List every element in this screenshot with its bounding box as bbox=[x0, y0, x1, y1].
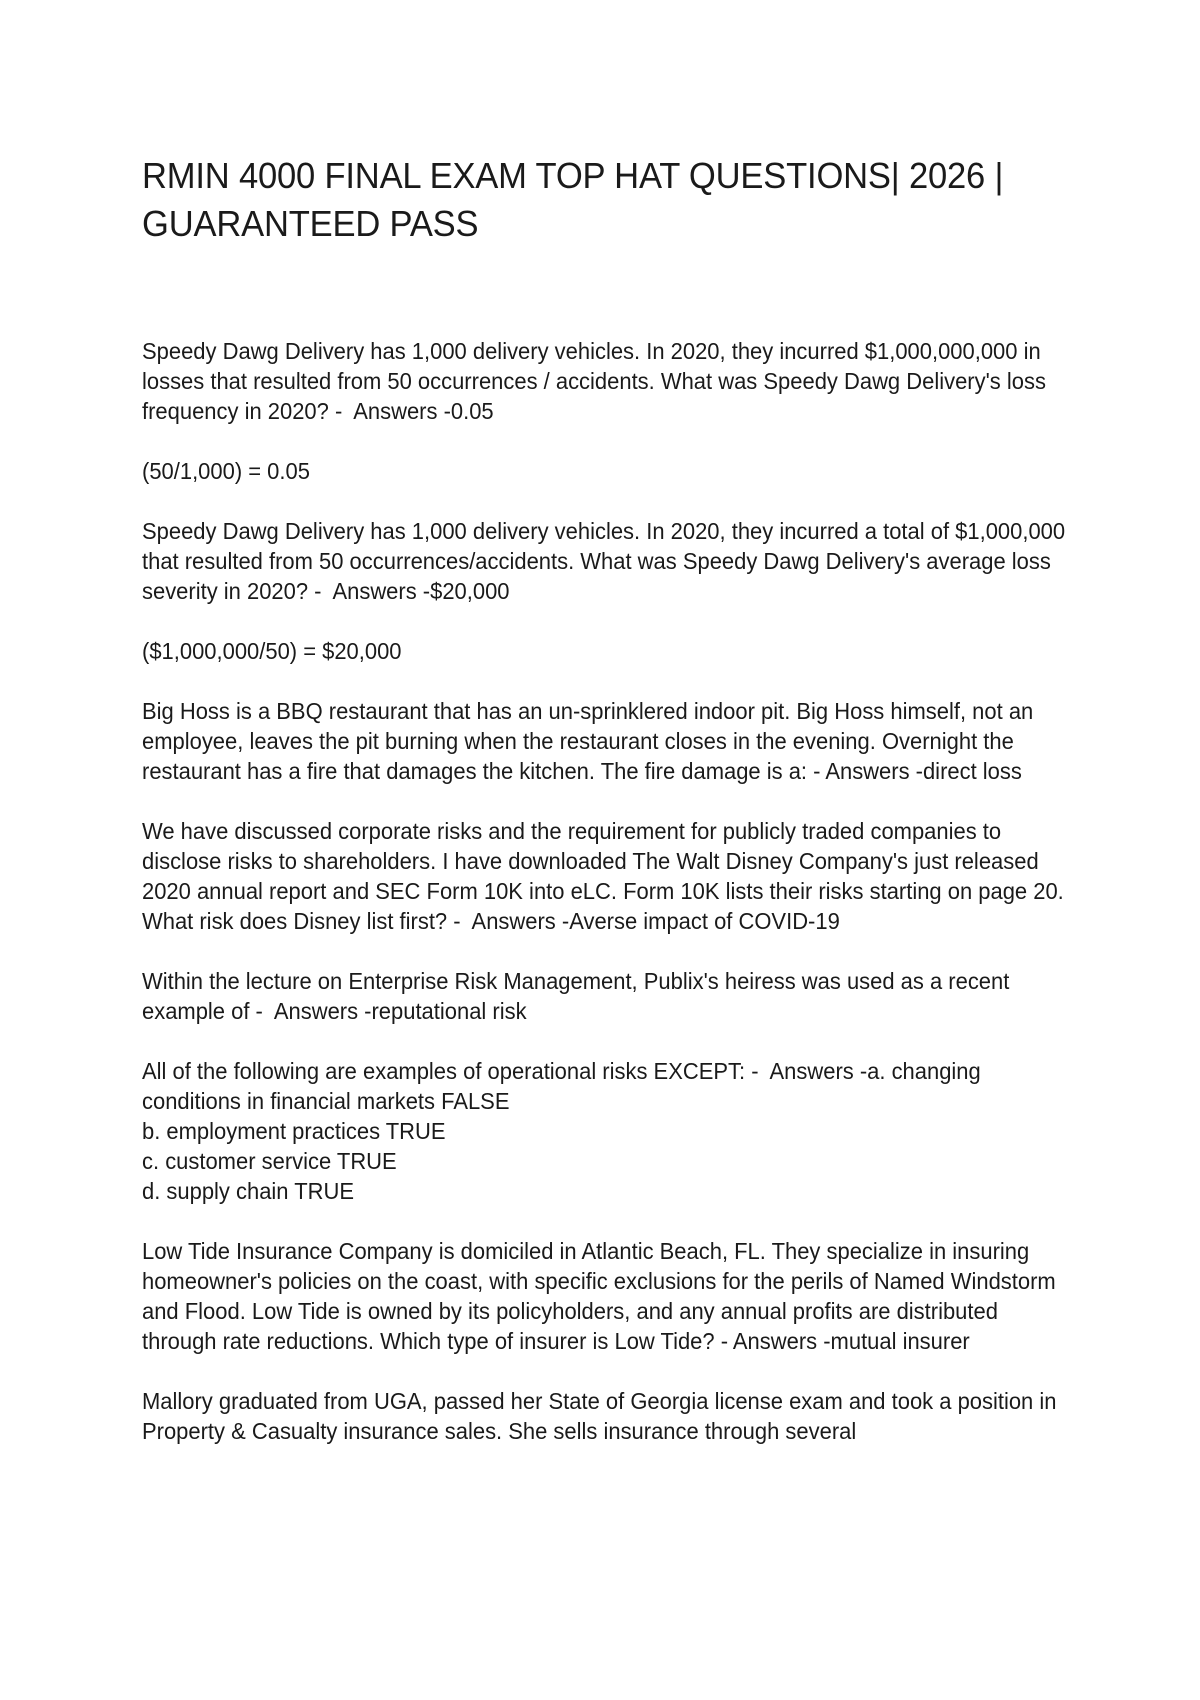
question-list bbox=[142, 336, 1072, 1446]
question-paragraph: We have discussed corporate risks and the requirement for publicly traded companies to disclose risks to shareholders. I have downloaded The Walt Disney Company's just released 2020 annual report and SEC Form 10K into eLC. Form 10K lists their risks starting on page 20. What risk does Disney list first? - Answers -Averse impact of COVID-19 bbox=[142, 818, 1070, 934]
question-paragraph: Big Hoss is a BBQ restaurant that has an un-sprinklered indoor pit. Big Hoss himself, not an employee, leaves the pit burning when the restaurant closes in the evening. Overnight the restaurant has a fire that damages the kitchen. The fire damage is a: - Answers -direct loss bbox=[142, 698, 1040, 784]
answer-calculation: (50/1,000) = 0.05 bbox=[142, 458, 310, 484]
question-paragraph: Within the lecture on Enterprise Risk Management, Publix's heiress was used as a recent example of - Answers -reputational risk bbox=[142, 968, 1016, 1024]
document-page bbox=[142, 152, 1072, 1476]
question-paragraph: Speedy Dawg Delivery has 1,000 delivery vehicles. In 2020, they incurred $1,000,000,000 in losses that resulted from 50 occurrences / accidents. What was Speedy Dawg Delivery's loss frequency in 2020? - Answers -0.05 bbox=[142, 338, 1053, 424]
question-paragraph: All of the following are examples of operational risks EXCEPT: - Answers -a. changing conditions in financial markets FALSE b. employment practices TRUE c. customer service TRUE d. supply chain TRUE bbox=[142, 1058, 981, 1204]
document-title: RMIN 4000 FINAL EXAM TOP HAT QUESTIONS| 2026 | GUARANTEED PASS bbox=[142, 155, 1004, 244]
question-paragraph: Mallory graduated from UGA, passed her State of Georgia license exam and took a position in Property & Casualty insurance sales. She sells insurance through several bbox=[142, 1388, 1063, 1444]
question-paragraph: Speedy Dawg Delivery has 1,000 delivery vehicles. In 2020, they incurred a total of $1,000,000 that resulted from 50 occurrences/accidents. What was Speedy Dawg Delivery's average loss severity in 2020? - Answers -$20,000 bbox=[142, 518, 1072, 604]
answer-calculation: ($1,000,000/50) = $20,000 bbox=[142, 638, 402, 664]
question-paragraph: Low Tide Insurance Company is domiciled in Atlantic Beach, FL. They specialize in insuring homeowner's policies on the coast, with specific exclusions for the perils of Named Windstorm and Flood. Low Tide is owned by its policyholders, and any annual profits are distributed through rate reductions. Which type of insurer is Low Tide? - Answers -mutual insurer bbox=[142, 1238, 1062, 1354]
